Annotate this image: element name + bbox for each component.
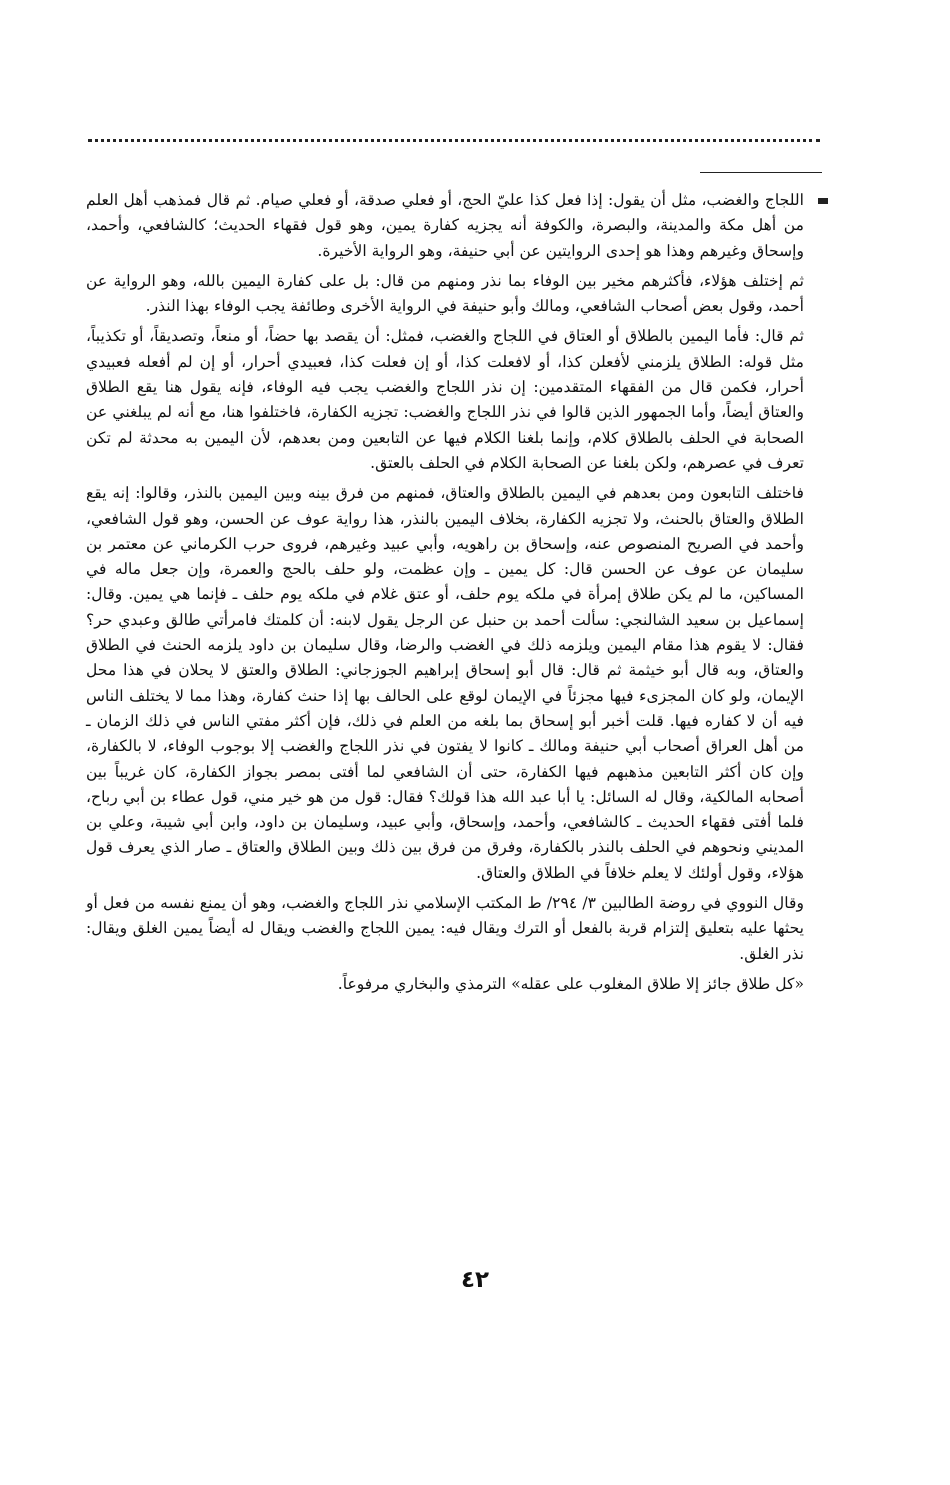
footnote-paragraph-1: اللجاج والغضب، مثل أن يقول: إذا فعل كذا عليّ الحج، أو فعلي صدقة، أو فعلي صيام. ثم قال فمذهب أهل العلم من أهل مكة والمدينة، والبصرة، والكوفة أنه يجزيه كفارة يمين، وهو قول فقهاء الحديث؛ كالشافعي، وأحمد، وإسحاق وغيرهم وهذا هو إحدى الروايتين عن أبي حنيفة، وهو الرواية الأخيرة. xyxy=(86,191,804,260)
footnote-paragraph-2: ثم إختلف هؤلاء، فأكثرهم مخير بين الوفاء بما نذر ومنهم من قال: بل على كفارة اليمين بالله، وهو الرواية عن أحمد، وقول بعض أصحاب الشافعي، ومالك وأبو حنيفة في الرواية الأخرى وطائفة يجب الوفاء بهذا النذر. xyxy=(86,271,804,316)
section-dotted-separator xyxy=(88,139,820,142)
page-number: ٤٢ xyxy=(460,1267,490,1293)
footnote-paragraph-3: ثم قال: فأما اليمين بالطلاق أو العتاق في اللجاج والغضب، فمثل: أن يقصد بها حضاً، أو منعاً، وتصديقاً، أو تكذيباً، مثل قوله: الطلاق يلزمني لأفعلن كذا، أو لافعلت كذا، أو إن فعلت كذا، فعبيدي أحرار، أو إن لم أفعله فعبيدي أحرار، فكمن قال من الفقهاء المتقدمين: إن نذر اللجاج والغضب يجب فيه الوفاء، فإنه يقول هنا يقع الطلاق والعتاق أيضاً، وأما الجمهور الذين قالوا في نذر اللجاج والغضب: تجزيه الكفارة، فاختلفوا هنا، مع أنه لم يبلغني عن الصحابة في الحلف بالطلاق كلام، وإنما بلغنا الكلام فيها عن التابعين ومن بعدهم، لأن اليمين به محدثة لم تكن تعرف في عصرهم، ولكن بلغنا عن الصحابة الكلام في الحلف بالعتق. xyxy=(86,327,804,472)
footnote-separator-line xyxy=(700,172,822,173)
footnote-marker xyxy=(818,198,828,204)
footnote-text xyxy=(86,188,804,1002)
footnote-paragraph-6: «كل طلاق جائز إلا طلاق المغلوب على عقله» الترمذي والبخاري مرفوعاً. xyxy=(337,974,804,993)
footnote-paragraph-5: وقال النووي في روضة الطالبين ٣/ ٢٩٤/ ط المكتب الإسلامي نذر اللجاج والغضب، وهو أن يمنع نفسه من فعل أو يحثها عليه بتعليق إلتزام قربة بالفعل أو الترك ويقال فيه: يمين اللجاج والغضب ويقال له أيضاً يمين الغلق ويقال: نذر الغلق. xyxy=(86,894,804,963)
footnote-paragraph-4: فاختلف التابعون ومن بعدهم في اليمين بالطلاق والعتاق، فمنهم من فرق بينه وبين اليمين بالنذر، وقالوا: إنه يقع الطلاق والعتاق بالحنث، ولا تجزيه الكفارة، بخلاف اليمين بالنذر، هذا رواية عوف عن الحسن، وهو قول الشافعي، وأحمد في الصريح المنصوص عنه، وإسحاق بن راهويه، وأبي عبيد وغيرهم، فروى حرب الكرماني عن معتمر بن سليمان عن عوف عن الحسن قال: كل يمين ـ وإن عظمت، ولو حلف بالحج والعمرة، وإن جعل ماله في المساكين، ما لم يكن طلاق إمرأة في ملكه يوم حلف، أو عتق غلام في ملكه يوم حلف ـ فإنما هي يمين. وقال: إسماعيل بن سعيد الشالنجي: سألت أحمد بن حنبل عن الرجل يقول لابنه: أن كلمتك فامرأتي طالق وعبدي حر؟ فقال: لا يقوم هذا مقام اليمين ويلزمه ذلك في الغضب والرضا، وقال سليمان بن داود يلزمه الحنث في الطلاق والعتاق، وبه قال أبو خيثمة ثم قال: قال أبو إسحاق إبراهيم الجوزجاني: الطلاق والعتق لا يحلان في هذا محل الإيمان، ولو كان المجزىء فيها مجزئاً في الإيمان لوقع على الحالف بها إذا حنث كفارة، وهذا مما لا يختلف الناس فيه أن لا كفاره فيها. قلت أخبر أبو إسحاق بما بلغه من العلم في ذلك، فإن أكثر مفتي الناس في ذلك الزمان ـ من أهل العراق أصحاب أبي حنيفة ومالك ـ كانوا لا يفتون في نذر اللجاج والغضب إلا بوجوب الوفاء، لا بالكفارة، وإن كان أكثر التابعين مذهبهم فيها الكفارة، حتى أن الشافعي لما أفتى بمصر بجواز الكفارة، كان غريباً بين أصحابه المالكية، وقال له السائل: يا أبا عبد الله هذا قولك؟ فقال: قول من هو خير مني، قول عطاء بن أبي رباح، فلما أفتى فقهاء الحديث ـ كالشافعي، وأحمد، وإسحاق، وأبي عبيد، وسليمان بن داود، وابن أبي شيبة، وعلي بن المديني ونحوهم في الحلف بالنذر بالكفارة، وفرق من فرق بين ذلك وبين الطلاق والعتاق ـ صار الذي يعرف قول هؤلاء، وقول أولئك لا يعلم خلافاً في الطلاق والعتاق. xyxy=(86,484,805,882)
